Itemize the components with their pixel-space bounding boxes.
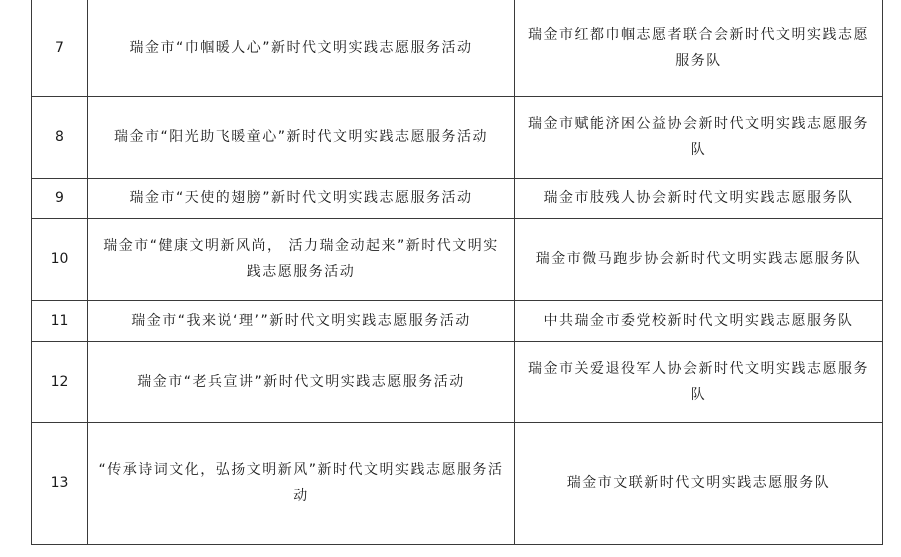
activity-name: 瑞金市“阳光助飞暖童心”新时代文明实践志愿服务活动	[88, 96, 515, 178]
row-number: 11	[32, 300, 88, 341]
service-team: 瑞金市微马跑步协会新时代文明实践志愿服务队	[515, 218, 883, 300]
service-team: 中共瑞金市委党校新时代文明实践志愿服务队	[515, 300, 883, 341]
volunteer-activity-table	[31, 0, 883, 545]
service-team: 瑞金市赋能济困公益协会新时代文明实践志愿服务队	[515, 96, 883, 178]
table-row	[32, 96, 883, 178]
table-row	[32, 178, 883, 218]
activity-name: 瑞金市“巾帼暖人心”新时代文明实践志愿服务活动	[88, 0, 515, 96]
row-number: 9	[32, 178, 88, 218]
table-row	[32, 218, 883, 300]
activity-name: 瑞金市“老兵宣讲”新时代文明实践志愿服务活动	[88, 341, 515, 422]
service-team: 瑞金市关爱退役军人协会新时代文明实践志愿服务队	[515, 341, 883, 422]
volunteer-activity-table-page	[31, 0, 882, 545]
row-number: 8	[32, 96, 88, 178]
activity-name: 瑞金市“健康文明新风尚， 活力瑞金动起来”新时代文明实践志愿服务活动	[88, 218, 515, 300]
table-row	[32, 0, 883, 96]
service-team: 瑞金市红都巾帼志愿者联合会新时代文明实践志愿服务队	[515, 0, 883, 96]
row-number: 10	[32, 218, 88, 300]
service-team: 瑞金市文联新时代文明实践志愿服务队	[515, 422, 883, 544]
table-row	[32, 422, 883, 544]
activity-name: 瑞金市“天使的翅膀”新时代文明实践志愿服务活动	[88, 178, 515, 218]
table-row	[32, 341, 883, 422]
activity-name: 瑞金市“我来说‘理’”新时代文明实践志愿服务活动	[88, 300, 515, 341]
row-number: 12	[32, 341, 88, 422]
row-number: 13	[32, 422, 88, 544]
service-team: 瑞金市肢残人协会新时代文明实践志愿服务队	[515, 178, 883, 218]
row-number: 7	[32, 0, 88, 96]
table-row	[32, 300, 883, 341]
activity-name: “传承诗词文化，弘扬文明新风”新时代文明实践志愿服务活动	[88, 422, 515, 544]
